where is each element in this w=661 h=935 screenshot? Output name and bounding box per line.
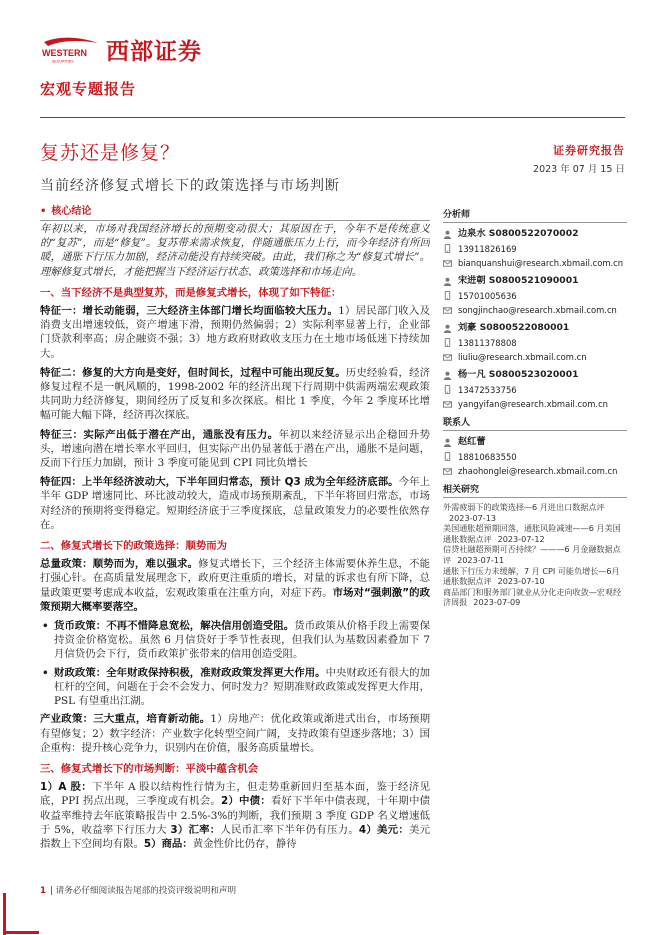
contact-phone-row bbox=[443, 450, 627, 465]
disclaimer-text: 请务必仔细阅读报告尾部的投资评级说明和声明 bbox=[55, 886, 237, 896]
section1-heading: 一、当下经济不是典型复苏，而是修复式增长，体现了如下特征： bbox=[40, 286, 342, 299]
contact-name-row bbox=[443, 435, 627, 450]
analyst-card bbox=[443, 321, 627, 368]
analyst-card bbox=[443, 274, 627, 321]
analyst-card bbox=[443, 368, 627, 415]
analyst-phone: 13811378808 bbox=[458, 337, 517, 348]
analyst-phone: 13911826169 bbox=[458, 243, 517, 254]
analyst-phone-row bbox=[443, 242, 627, 257]
analyst-name: 宋进朝 S0800521090001 bbox=[458, 275, 579, 286]
policy-text: 中央财政还有很大的加杠杆的空间，问题在于会不会发力、何时发力？短期准财政政策或发挥更大作用，PSL 有望重出江湖。 bbox=[54, 666, 430, 708]
analyst-name: 边泉水 S0800522070002 bbox=[458, 228, 579, 239]
market-lead: 2）中债： bbox=[220, 795, 271, 808]
analyst-email-row bbox=[443, 256, 627, 271]
phone-icon bbox=[443, 452, 452, 461]
page-number: 1 bbox=[40, 886, 46, 896]
policy-lead: 货币政策：不再不惜降息宽松，解决信用创造受阻。 bbox=[54, 620, 295, 633]
logo-sub: SECURITIES bbox=[52, 59, 74, 64]
analyst-phone: 15701005636 bbox=[458, 290, 517, 301]
related-title: 外需疲弱下的政策选择—6 月进出口数据点评 bbox=[443, 502, 605, 512]
policy-text: 修复式增长下，三个经济主体需要休养生息，不能打强心针。在高质量发展理念下，政府更注重质的增长，对量的诉求也有所下降，总量政策更要考虑成本收益，宏观政策重在注重方向，对症下药。 bbox=[40, 558, 430, 599]
analyst-email-row bbox=[443, 350, 627, 365]
market-judgement bbox=[40, 780, 430, 851]
report-type: 宏观专题报告 bbox=[40, 80, 137, 98]
policy-lead: 财政政策：全年财政保持积极，准财政政策发挥更大作用。 bbox=[54, 666, 326, 679]
intro-paragraph: 年初以来，市场对我国经济增长的预期变动很大；其原因在于，今年不是传统意义的“复苏”，而是“修复”。复苏带来需求恢复，伴随通胀压力上行，而今年经济有所回暖，通胀下行压力加剧，经济动能没有持续突破。由此，我们称之为“修复式增长”。理解修复式增长，才能把握当下经济运行状态、政策选择和市场走向。 bbox=[40, 223, 430, 278]
sidebar bbox=[443, 207, 627, 608]
market-text: 黄金性价比仍存，静待 bbox=[192, 837, 297, 850]
analyst-email: liuliu@research.xbmail.com.cn bbox=[458, 352, 587, 362]
market-text: 美元指数上下空间均有限。 bbox=[40, 823, 430, 850]
person-icon bbox=[443, 230, 452, 239]
feature-2 bbox=[40, 366, 430, 423]
analyst-name-row bbox=[443, 321, 627, 336]
analyst-email-row bbox=[443, 397, 627, 412]
contact-email-row bbox=[443, 464, 627, 479]
related-date: 2023-07-10 bbox=[497, 576, 545, 587]
mail-icon bbox=[443, 467, 452, 476]
feature-text: 年初以来经济显示出企稳回升势头，增速向潜在增长率水平回归，但实际产出仍显著低于潜在产出，通胀不是问题，反而下行压力加剧，预计 3 季度可能见到 CPI 同比负增长 bbox=[40, 428, 430, 470]
feature-text: 1）居民部门收入及消费支出增速较低，资产增速下滑，预期仍然偏弱；2）实际利率显著上行，企业部门贷款利率高；房企融资不强；3）地方政府财政收支压力在土地市场低迷下持续加大。 bbox=[40, 305, 430, 360]
contact-phone: 18810683550 bbox=[458, 451, 517, 462]
analyst-phone-row bbox=[443, 289, 627, 304]
report-date: 2023 年 07 月 15 日 bbox=[533, 164, 625, 175]
contact-card bbox=[443, 435, 627, 482]
market-lead: 1）A 股： bbox=[40, 781, 93, 794]
section3-heading: 三、修复式增长下的市场判断：平淡中蕴含机会 bbox=[40, 762, 259, 775]
contact-label: 联系人 bbox=[443, 415, 627, 431]
policy-text: 1）房地产：优化政策或渐进式出台，市场预期有望修复；2）数字经济：产业数字化转型空间广阔，支持政策有望逐步落地；3）国企重构：提升核心竞争力，识别内在价值，服务高质量增长。 bbox=[40, 713, 430, 754]
feature-lead: 特征二：修复的大方向是变好，但时间长，过程中可能出现反复。 bbox=[40, 366, 346, 379]
analyst-name: 刘豪 S0800522080001 bbox=[458, 322, 570, 333]
mail-icon bbox=[443, 353, 452, 362]
bullet-icon: • bbox=[40, 206, 47, 217]
feature-4 bbox=[40, 475, 430, 532]
footer-separator: | bbox=[49, 886, 56, 896]
analyst-phone-row bbox=[443, 383, 627, 398]
related-date: 2023-07-09 bbox=[473, 597, 521, 608]
market-text: 看好下半年中债表现，十年期中债收益率维持去年底策略报告中 2.5%-3%的判断，我们预期 3 季度 GDP 名义增速低于 5%，收益率下行压力大 bbox=[40, 795, 430, 836]
market-text: 下半年 A 股以结构性行情为主，但走势重新回归至基本面，鉴于经济见底，PPI 拐点出现，三季度或有机会。 bbox=[40, 781, 430, 808]
corner-mark bbox=[3, 931, 39, 934]
market-text: 人民币汇率下半年仍有压力。 bbox=[220, 823, 359, 836]
report-label: 证券研究报告 bbox=[553, 144, 625, 157]
phone-icon bbox=[443, 385, 452, 394]
analyst-email-row bbox=[443, 303, 627, 318]
mail-icon bbox=[443, 259, 452, 268]
footer bbox=[40, 884, 236, 896]
report-subtitle: 当前经济修复式增长下的政策选择与市场判断 bbox=[40, 178, 340, 194]
analyst-email: yangyifan@research.xbmail.com.cn bbox=[458, 399, 608, 409]
contact-email: zhaohonglei@research.xbmail.com.cn bbox=[458, 466, 618, 476]
feature-text: 今年上半年 GDP 增速同比、环比波动较大，造成市场预期紊乱，下半年将回归常态，市场对经济的预期将变得稳定。短期经济底于三季度探底，总量政策发力的必要性依然存在。 bbox=[40, 476, 430, 531]
total-policy bbox=[40, 557, 430, 614]
person-icon bbox=[443, 324, 452, 333]
section2-heading: 二、修复式增长下的政策选择：顺势而为 bbox=[40, 540, 228, 553]
industry-policy bbox=[40, 712, 430, 755]
related-title: 通胀下行压力未缓解，7 月 CPI 可能负增长—6月通胀数据点评 bbox=[443, 565, 620, 587]
policy-lead: 产业政策：三大重点，培育新动能。 bbox=[40, 713, 211, 726]
feature-lead: 特征四：上半年经济波动大，下半年回归常态，预计 Q3 成为全年经济底部。 bbox=[40, 476, 399, 489]
related-report bbox=[443, 502, 627, 523]
mail-icon bbox=[443, 400, 452, 409]
analysts-label: 分析师 bbox=[443, 207, 627, 223]
person-icon bbox=[443, 438, 452, 447]
analyst-name-row bbox=[443, 227, 627, 242]
feature-lead: 特征一：增长动能弱，三大经济主体部门增长均面临较大压力。 bbox=[40, 305, 339, 318]
related-title: 信贷社融超预期可否持续？———6 月金融数据点评 bbox=[443, 544, 621, 565]
market-lead: 3）汇率： bbox=[170, 823, 221, 836]
phone-icon bbox=[443, 338, 452, 347]
related-report bbox=[443, 544, 627, 565]
corner-mark bbox=[3, 893, 6, 935]
feature-3 bbox=[40, 428, 430, 471]
monetary-policy-bullet bbox=[40, 619, 430, 662]
analyst-name-row bbox=[443, 368, 627, 383]
contact-name: 赵红蕾 bbox=[458, 436, 486, 447]
related-report bbox=[443, 587, 627, 608]
person-icon bbox=[443, 371, 452, 380]
brand-name: 西部证券 bbox=[106, 39, 202, 65]
core-conclusion-label: 核心结论 bbox=[51, 206, 92, 217]
phone-icon bbox=[443, 244, 452, 253]
feature-text: 历史经验看，经济修复过程不是一帆风顺的，1998-2002 年的经济出现下行周期中供需两端宏观政策共同助力经济修复，期间经历了反复和多次探底。相比 1 季度，今年 2 季度环比增幅可能大幅下降，经济再次探底。 bbox=[40, 366, 430, 422]
related-date: 2023-07-12 bbox=[497, 533, 545, 544]
analyst-phone-row bbox=[443, 336, 627, 351]
related-date: 2023-07-13 bbox=[449, 512, 497, 523]
related-research-label: 相关研究 bbox=[443, 482, 627, 498]
bullet-icon: • bbox=[42, 620, 49, 633]
feature-1 bbox=[40, 304, 430, 361]
related-title: 美国通胀超预期回落，通胀风险减速——6 月美国通胀数据点评 bbox=[443, 523, 621, 544]
person-icon bbox=[443, 277, 452, 286]
report-title: 复苏还是修复？ bbox=[40, 142, 181, 164]
market-lead: 5）商品： bbox=[143, 837, 193, 850]
market-lead: 4）美元： bbox=[358, 823, 409, 836]
analyst-card bbox=[443, 227, 627, 274]
mail-icon bbox=[443, 306, 452, 315]
logo-en: WESTERN bbox=[42, 48, 87, 58]
feature-lead: 特征三：实际产出低于潜在产出，通胀没有压力。 bbox=[40, 428, 279, 441]
analyst-email: bianquanshui@research.xbmail.com.cn bbox=[458, 258, 624, 268]
fiscal-policy-bullet bbox=[40, 666, 430, 709]
analyst-name: 杨一凡 S0800523020001 bbox=[458, 369, 579, 380]
policy-text: 货币政策从价格手段上需要保持资金价格宽松。虽然 6 月信贷好于季节性表现，但我们认为基数因素叠加下 7 月信贷仍会下行，货币政策扩张带来的信用创造受阻。 bbox=[54, 620, 430, 661]
related-date: 2023-07-11 bbox=[457, 554, 505, 565]
related-report bbox=[443, 566, 627, 587]
phone-icon bbox=[443, 291, 452, 300]
analyst-phone: 13472533756 bbox=[458, 384, 517, 395]
policy-tail: 市场对“强刺激”的政策预期大概率要落空。 bbox=[40, 586, 430, 613]
analyst-name-row bbox=[443, 274, 627, 289]
bullet-icon: • bbox=[42, 666, 49, 679]
main-column bbox=[40, 222, 430, 880]
core-conclusion-header bbox=[40, 202, 430, 221]
related-report bbox=[443, 523, 627, 544]
header-divider bbox=[40, 117, 625, 118]
related-title: 商品部门和服务部门就业从分化走向收敛—宏观经济周报 bbox=[443, 586, 622, 608]
policy-lead: 总量政策：顺势而为，难以强求。 bbox=[40, 558, 199, 571]
analyst-email: songjinchao@research.xbmail.com.cn bbox=[458, 305, 617, 315]
western-securities-logo bbox=[40, 36, 102, 64]
